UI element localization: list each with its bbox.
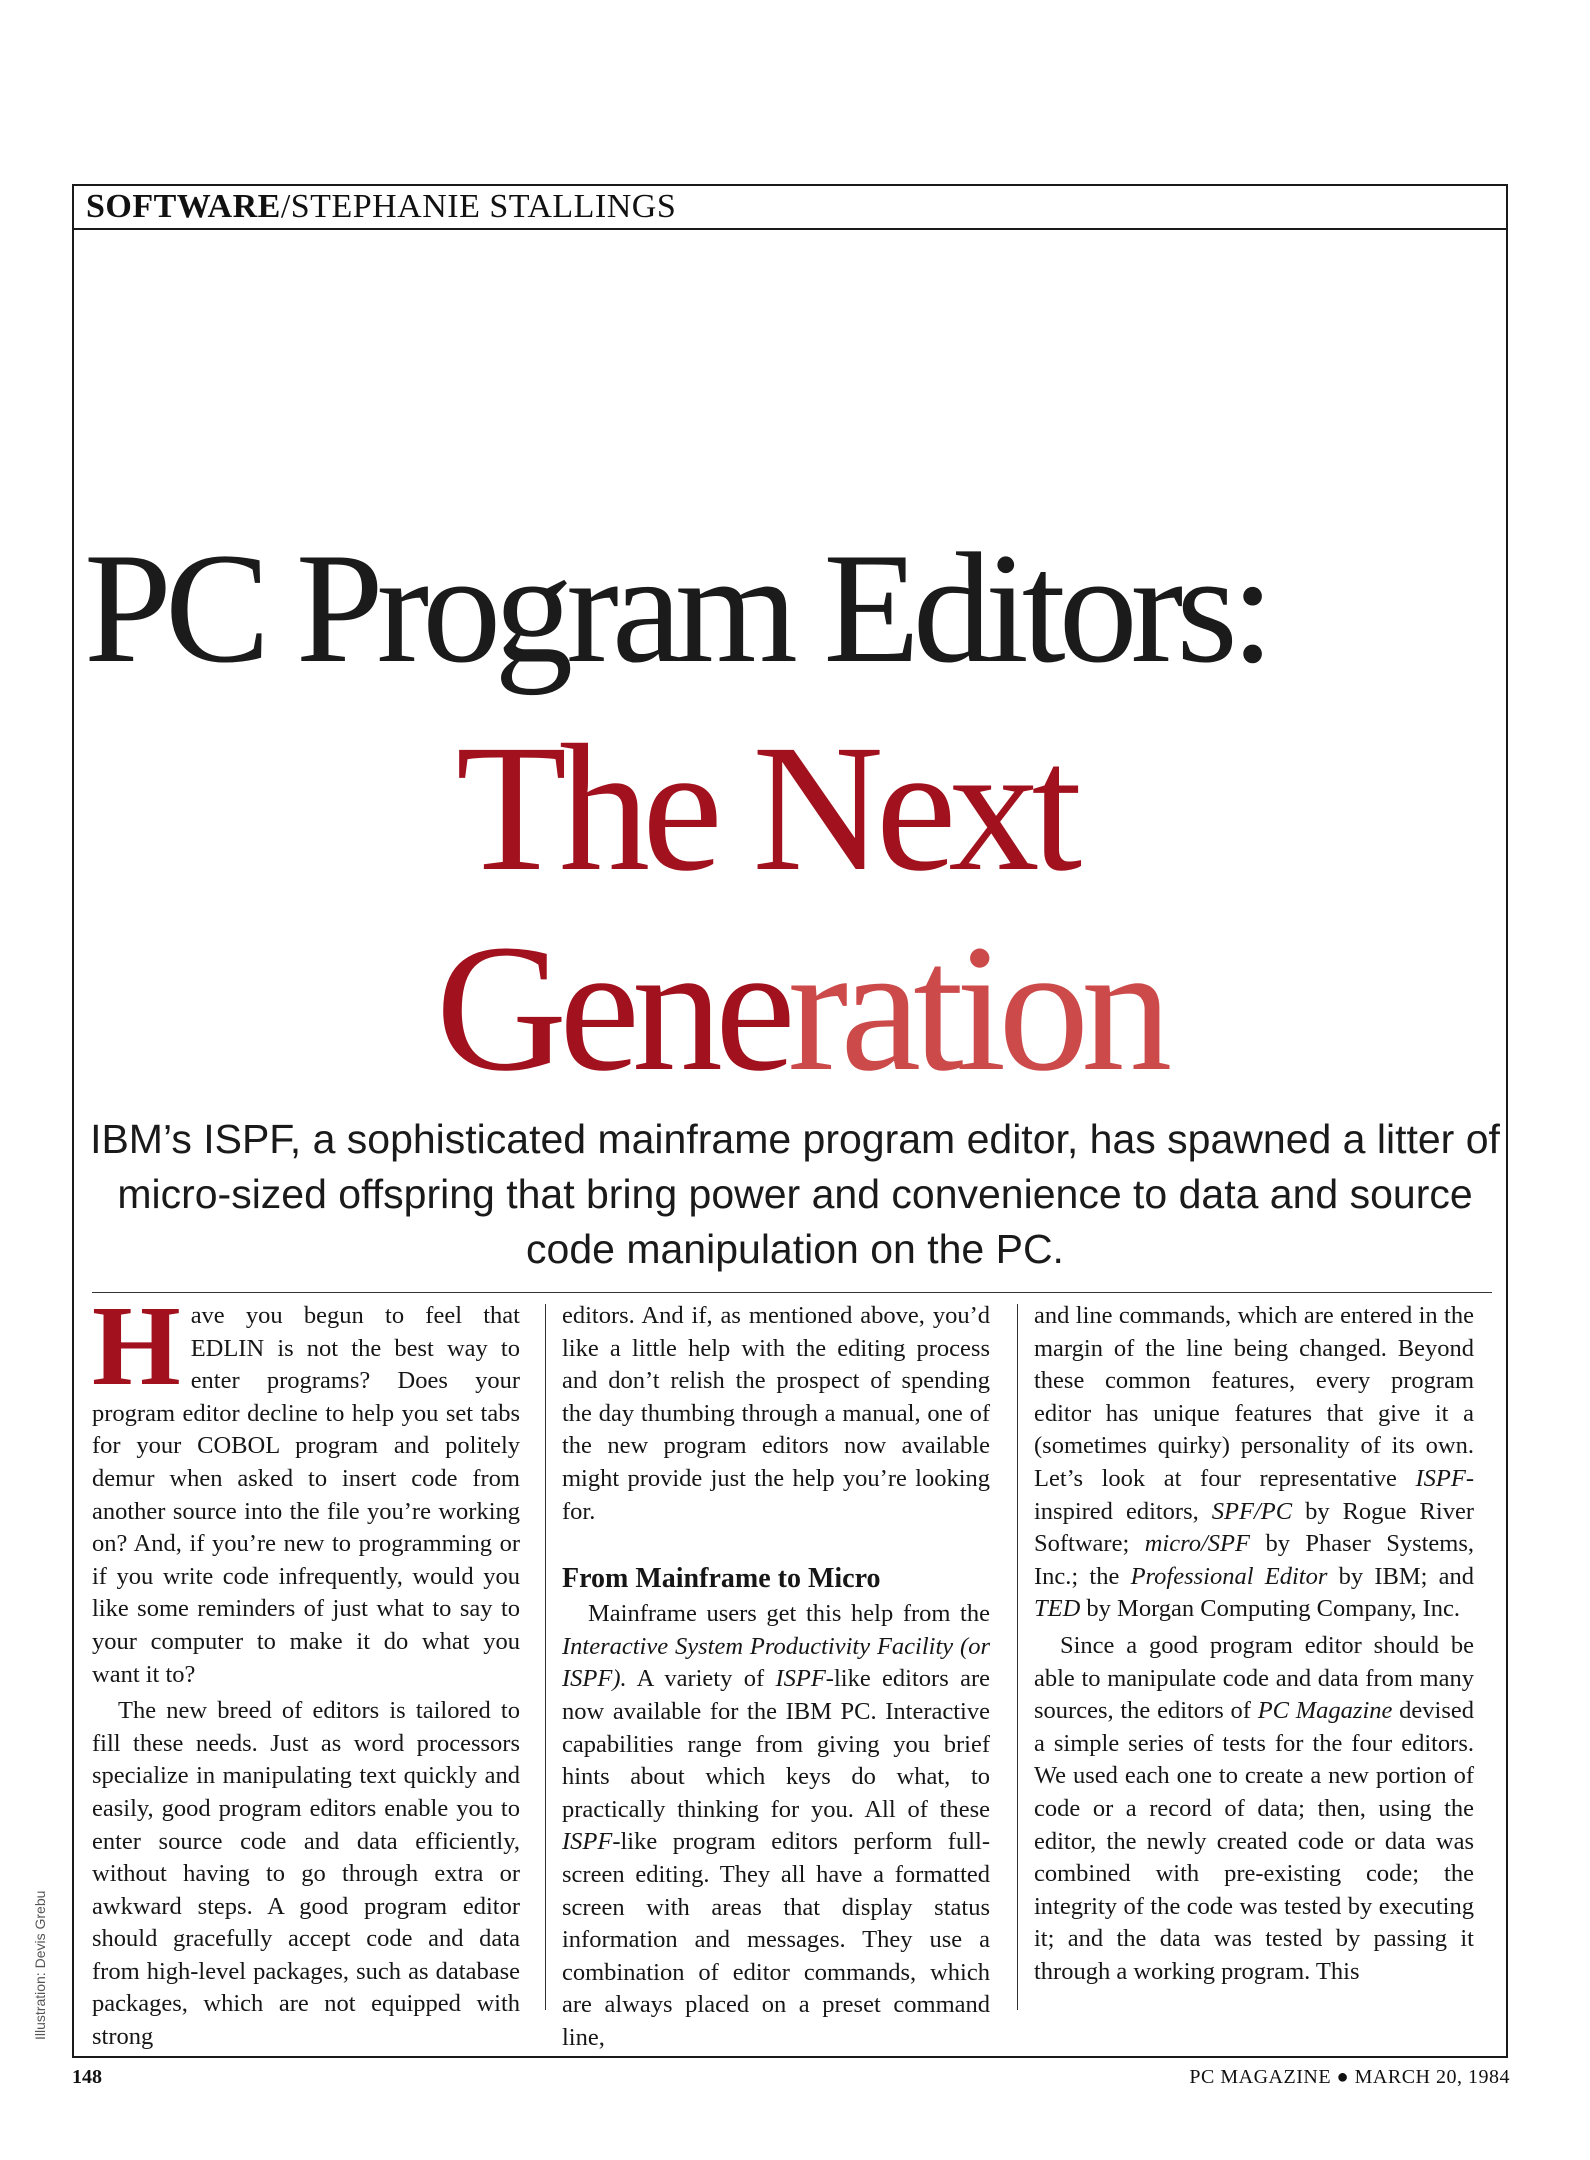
headline-line-3-light: ration (787, 908, 1165, 1109)
text-run: by Morgan Computing Company, Inc. (1080, 1595, 1461, 1623)
italic-run: ISPF (775, 1665, 826, 1693)
drop-cap: H (92, 1282, 181, 1409)
deck-divider (92, 1292, 1492, 1293)
paragraph (562, 1598, 990, 2054)
headline-line-3-dark: Gene (435, 908, 788, 1109)
column-rule-2 (1017, 1304, 1018, 2010)
bullet-icon: ● (1336, 2066, 1350, 2088)
running-footer (1189, 2066, 1510, 2089)
section-name: SOFTWARE (86, 188, 281, 225)
text-run: Mainframe users get this help from the (588, 1600, 990, 1628)
article-column-2 (562, 1300, 990, 2051)
paragraph: The new breed of editors is tailored to fill these needs. Just as word processors specialize in manipulating text quickly and easily, good program editors enable you to enter source code and data efficiently, without having to go through extra or awkward steps. A good program editor should gracefully accept code and data from high-level packages, such as database packages, which are not equipped with strong (92, 1697, 520, 2051)
paragraph (1034, 1300, 1474, 1626)
headline-line-3 (0, 908, 1590, 1109)
deck-subtitle: IBM’s ISPF, a sophisticated mainframe program editor, has spawned a litter of micro-sized offspring that bring power and convenience to data and source code manipulation on the PC. (90, 1116, 1500, 1272)
italic-run: TED (1034, 1595, 1081, 1623)
author-name: /STEPHANIE STALLINGS (280, 188, 677, 225)
issue-date: MARCH 20, 1984 (1354, 2066, 1510, 2088)
paragraph (92, 1282, 520, 1691)
section-label (86, 188, 676, 226)
text-run: by IBM; and (1327, 1562, 1475, 1590)
text-run: A variety of (626, 1665, 776, 1693)
italic-run: micro/SPF (1144, 1530, 1250, 1558)
paragraph-text: ave you begun to feel that EDLIN is not the best way to enter programs? Does your program editor decline to help you set tabs for your COBOL program and politely demur when asked to insert code from another source into the file you’re working on? And, if you’re new to programming or if you write code infrequently, would you like some reminders of just what to say to your computer to make it do what you want it to? (92, 1302, 520, 1688)
article-column-1 (92, 1282, 520, 2051)
text-run: Since a good program editor should be able to manipulate code and data from many sources, the editors of (1034, 1631, 1474, 1725)
headline-line-2: The Next (455, 708, 1075, 909)
text-run: devised a simple series of tests for the four editors. We used each one to create a new portion of code or a record of data; then, using the editor, the newly created code or data was combined with pre-existing code; the integrity of the code was tested by executing it; and the data was tested by passing it through a working program. This (1034, 1697, 1474, 1985)
subheading: From Mainframe to Micro (562, 1563, 881, 1595)
page-number: 148 (72, 2066, 102, 2088)
paragraph: editors. And if, as mentioned above, you’d like a little help with the editing process and don’t relish the prospect of spending the day thumbing through a manual, one of the new program editors now available might provide just the help you’re looking for. (562, 1302, 990, 1525)
text-run: -like program editors perform full-screen editing. They all have a formatted screen with areas that display status information and messages. They use a combination of editor commands, which are always placed on a preset command line, (562, 1828, 990, 2051)
headline-line-1: PC Program Editors: (84, 521, 1268, 696)
text-run: by Rogue River Software; (1034, 1497, 1474, 1558)
section-header (72, 184, 1508, 230)
text-run: -inspired editors, (1034, 1464, 1474, 1525)
text-run: and line commands, which are entered in the margin of the line being changed. Beyond these common features, every program editor has unique features that give it a (sometimes quirky) personality of its own. Let’s look at four representative (1034, 1302, 1474, 1492)
paragraph (1034, 1630, 1474, 1989)
article-column-3 (1034, 1300, 1474, 2020)
magazine-name: PC MAGAZINE (1189, 2066, 1332, 2088)
text-run: -like editors are now available for the IBM PC. Interactive capabilities range from giving you brief hints about which keys do what, to practically thinking for you. All of these (562, 1665, 990, 1823)
text-run: by Phaser Systems, Inc.; the (1034, 1530, 1474, 1590)
illustration-credit: Illustration: Devis Grebu (32, 1890, 48, 2040)
italic-run: ISPF (1415, 1464, 1466, 1492)
italic-run: ISPF (562, 1828, 613, 1856)
italic-run: Interactive System Productivity Facility (or ISPF). (562, 1632, 990, 1693)
italic-run: PC Magazine (1257, 1697, 1393, 1725)
italic-run: Professional Editor (1130, 1562, 1328, 1590)
column-rule-1 (545, 1304, 546, 2010)
italic-run: SPF/PC (1211, 1497, 1293, 1525)
